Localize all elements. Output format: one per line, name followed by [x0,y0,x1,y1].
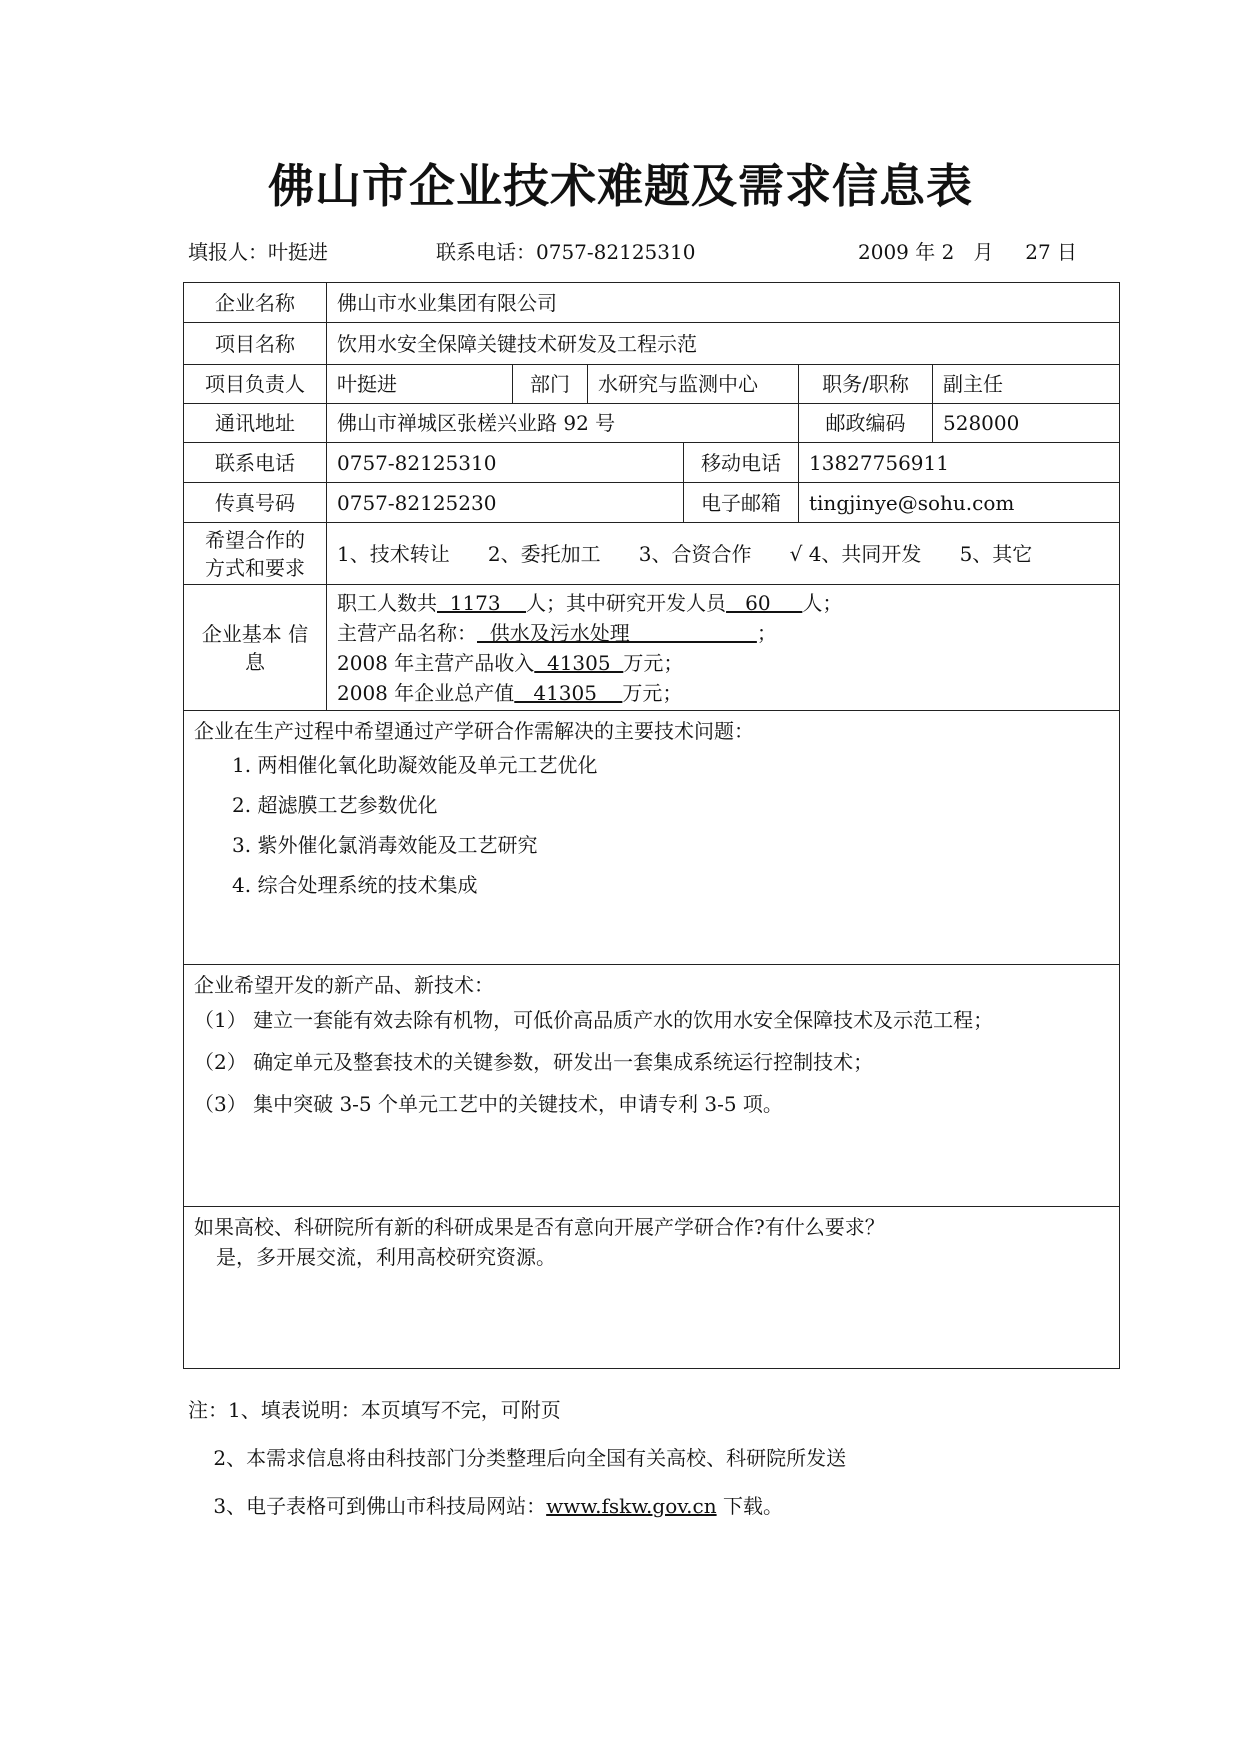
leader-value: 叶挺进 [327,365,513,404]
phone-value: 0757-82125310 [536,240,696,264]
row-cooperation-question [184,1207,1120,1369]
staff-mid: 人；其中研究开发人员 [526,590,727,615]
row-fax [184,483,1120,523]
project-value: 饮用水安全保障关键技术研发及工程示范 [327,323,1120,365]
cooperation-options: 1、技术转让 2、委托加工 3、合资合作 √ 4、共同开发 5、其它 [327,523,1120,585]
row-basic-info [184,585,1120,711]
cooperation-label-line2: 方式和要求 [205,555,305,580]
fill-date [858,236,1077,265]
dept-label: 部门 [513,365,588,404]
income-prefix: 2008 年主营产品收入 [337,650,535,675]
note-3 [188,1492,846,1540]
email-value: tingjinye@sohu.com [799,483,1120,523]
product-prefix: 主营产品名称： [337,620,477,645]
product-suffix: ； [756,620,777,645]
output-prefix: 2008 年企业总产值 [337,680,515,705]
basic-info-content [327,585,1120,711]
new-tech-section [184,965,1120,1207]
row-project [184,323,1120,365]
address-label: 通讯地址 [184,404,327,443]
note-3-suffix: 下载。 [716,1494,783,1518]
address-value: 佛山市禅城区张槎兴业路 92 号 [327,404,799,443]
staff-total: 1173 [437,590,527,615]
cooperation-answer: 是，多开展交流，利用高校研究资源。 [216,1245,556,1269]
note-2: 2、本需求信息将由科技部门分类整理后向全国有关高校、科研院所发送 [188,1446,847,1470]
cooperation-question: 如果高校、科研院所有新的科研成果是否有意向开展产学研合作?有什么要求？ [194,1215,885,1239]
output-line [337,678,1109,708]
problems-title: 企业在生产过程中希望通过产学研合作需解决的主要技术问题： [194,719,754,743]
email-label: 电子邮箱 [684,483,799,523]
month-unit: 月 [973,240,994,264]
row-tel [184,443,1120,483]
filer-label: 填报人： [188,240,268,264]
phone-label: 联系电话： [436,240,536,264]
row-cooperation [184,523,1120,585]
cooperation-label-line1: 希望合作的 [205,527,305,552]
new-tech-title: 企业希望开发的新产品、新技术： [194,973,494,997]
date-day: 27 [1025,240,1051,264]
problem-item-1: 1. 两相催化氧化助凝效能及单元工艺优化 [232,753,598,777]
row-company [184,283,1120,323]
fax-label: 传真号码 [184,483,327,523]
row-leader [184,365,1120,404]
postcode-value: 528000 [933,404,1120,443]
date-year: 2009 [858,240,909,264]
cooperation-question-section [184,1207,1120,1369]
note-1: 注：1、填表说明：本页填写不完，可附页 [188,1398,561,1422]
page-title: 佛山市企业技术难题及需求信息表 [268,159,973,213]
project-label: 项目名称 [184,323,327,365]
staff-prefix: 职工人数共 [337,590,437,615]
output-value: 41305 [514,680,623,705]
problem-item-3: 3. 紫外催化氯消毒效能及工艺研究 [232,833,538,857]
staff-suffix: 人； [802,590,843,615]
fax-value: 0757-82125230 [327,483,684,523]
filer-name: 叶挺进 [268,240,328,264]
income-line [337,648,1109,678]
new-tech-item-2: （2） 确定单元及整套技术的关键参数，研发出一套集成系统运行控制技术； [194,1050,874,1074]
position-label: 职务/职称 [799,365,933,404]
new-tech-item-3: （3） 集中突破 3-5 个单元工艺中的关键技术，申请专利 3-5 项。 [194,1092,783,1116]
contact-phone-info [436,236,695,265]
mobile-label: 移动电话 [684,443,799,483]
tel-label: 联系电话 [184,443,327,483]
year-unit: 年 [915,240,936,264]
website-link[interactable]: www.fskw.gov.cn [546,1494,717,1518]
row-address [184,404,1120,443]
tel-value: 0757-82125310 [327,443,684,483]
income-value: 41305 [534,650,624,675]
day-unit: 日 [1057,240,1078,264]
basic-info-label-line2: 息 [245,649,265,674]
note-3-prefix: 3、电子表格可到佛山市科技局网站： [188,1494,547,1518]
filer-info [188,236,328,265]
cooperation-label [184,523,327,585]
problem-item-2: 2. 超滤膜工艺参数优化 [232,793,438,817]
notes [188,1396,846,1540]
leader-label: 项目负责人 [184,365,327,404]
date-month: 2 [941,240,955,264]
company-value: 佛山市水业集团有限公司 [327,283,1120,323]
postcode-label: 邮政编码 [799,404,933,443]
basic-info-label-line1: 企业基本 信 [201,621,309,646]
company-label: 企业名称 [184,283,327,323]
staff-rd: 60 [726,590,803,615]
row-new-tech [184,965,1120,1207]
income-suffix: 万元； [623,650,684,675]
position-value: 副主任 [933,365,1120,404]
staff-line [337,588,1109,618]
basic-info-label [184,585,327,711]
problems-section [184,711,1120,965]
info-form-table [183,282,1120,1369]
product-value: 供水及污水处理 [477,620,757,645]
output-suffix: 万元； [622,680,683,705]
dept-value: 水研究与监测中心 [588,365,799,404]
product-line [337,618,1109,648]
new-tech-item-1: （1） 建立一套能有效去除有机物，可低价高品质产水的饮用水安全保障技术及示范工程； [194,1008,994,1032]
problem-item-4: 4. 综合处理系统的技术集成 [232,873,478,897]
mobile-value: 13827756911 [799,443,1120,483]
row-problems [184,711,1120,965]
